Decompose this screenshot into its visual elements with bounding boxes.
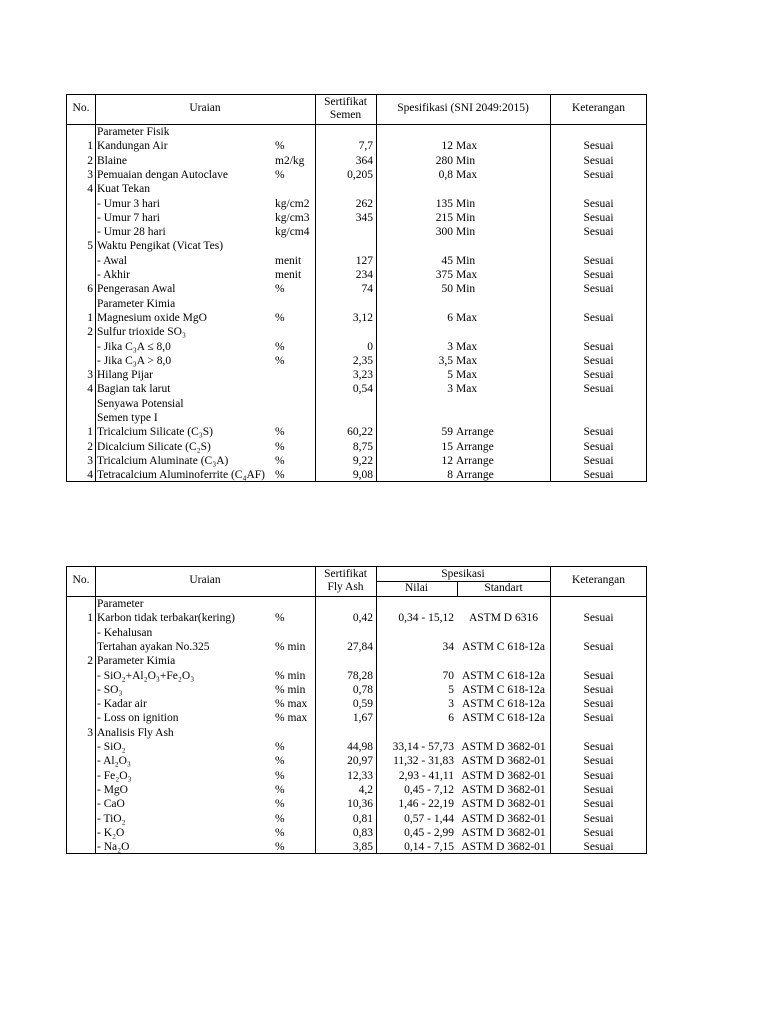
row-keterangan: Sesuai	[583, 354, 614, 367]
row-keterangan: Sesuai	[583, 741, 614, 753]
row-nilai: 0,45 - 7,12	[404, 783, 454, 796]
row-certificate-value: 234	[355, 269, 373, 281]
row-spec-value: 45	[441, 254, 453, 267]
col-divider	[95, 95, 96, 481]
row-unit: %	[275, 311, 285, 324]
row-unit: %	[275, 841, 285, 854]
row-number: 4	[87, 469, 93, 482]
row-standart: ASTM D 3682-01	[461, 812, 546, 825]
row-description: Hilang Pijar	[97, 369, 153, 382]
row-spec-limit: Arrange	[456, 469, 494, 482]
header-no: No.	[72, 102, 90, 114]
row-standart: ASTM D 3682-01	[461, 841, 546, 854]
row-keterangan: Sesuai	[583, 783, 614, 796]
row-nilai: 6	[448, 712, 454, 725]
row-keterangan: Sesuai	[583, 426, 614, 439]
row-description: Parameter Kimia	[97, 655, 176, 668]
row-unit: kg/cm3	[275, 211, 310, 224]
row-nilai: 2,93 - 41,11	[398, 769, 454, 782]
row-spec-value: 8	[447, 469, 453, 482]
row-description: Tetracalcium Aluminoferrite (C₄AF)	[97, 469, 265, 482]
row-spec-limit: Max	[456, 140, 478, 153]
row-keterangan: Sesuai	[583, 798, 614, 811]
row-description: Parameter Kimia	[97, 297, 176, 310]
row-unit: %	[275, 340, 285, 353]
row-standart: ASTM C 618-12a	[461, 712, 546, 725]
header-sertifikat-line1: Sertifikat	[324, 568, 367, 580]
row-unit: % min	[275, 640, 306, 653]
row-spec-limit: Max	[456, 340, 478, 353]
header-standart: Standart	[484, 582, 523, 594]
row-spec-value: 135	[435, 197, 453, 210]
header-uraian: Uraian	[189, 574, 221, 586]
col-divider	[315, 567, 316, 853]
row-spec-value: 50	[441, 283, 453, 296]
row-unit: %	[275, 826, 285, 839]
row-keterangan: Sesuai	[583, 612, 614, 625]
row-description: - Kehalusan	[97, 626, 153, 639]
header-divider	[67, 596, 646, 597]
row-description: - Umur 3 hari	[97, 197, 160, 210]
row-description: - Al₂O₃	[97, 755, 131, 768]
row-certificate-value: 0,54	[352, 383, 373, 396]
row-standart: ASTM D 3682-01	[461, 798, 546, 811]
row-nilai: 0,45 - 2,99	[404, 826, 454, 839]
row-number: 3	[87, 726, 93, 739]
row-keterangan: Sesuai	[583, 755, 614, 768]
row-certificate-value: 3,85	[352, 841, 373, 854]
row-certificate-value: 20,97	[347, 755, 373, 768]
row-spec-value: 3,5	[438, 354, 453, 367]
row-keterangan: Sesuai	[583, 154, 614, 167]
row-spec-limit: Max	[456, 168, 478, 181]
row-certificate-value: 0,81	[352, 812, 373, 825]
row-unit: %	[275, 454, 285, 467]
row-spec-value: 3	[447, 340, 453, 353]
row-nilai: 3	[448, 698, 454, 711]
row-description: - Umur 28 hari	[97, 226, 166, 239]
header-sertifikat-line2: Fly Ash	[327, 581, 364, 593]
row-description: Tertahan ayakan No.325	[97, 640, 210, 653]
row-number: 4	[87, 383, 93, 396]
row-keterangan: Sesuai	[583, 226, 614, 239]
row-number: 4	[87, 183, 93, 196]
row-spec-limit: Min	[456, 154, 476, 167]
row-standart: ASTM D 3682-01	[461, 826, 546, 839]
row-certificate-value: 127	[355, 254, 373, 267]
row-keterangan: Sesuai	[583, 311, 614, 324]
row-description: Waktu Pengikat (Vicat Tes)	[97, 240, 224, 253]
row-description: - Akhir	[97, 269, 130, 281]
row-spec-value: 0,8	[438, 168, 453, 181]
row-description: - Fe₂O₃	[97, 769, 132, 782]
row-keterangan: Sesuai	[583, 826, 614, 839]
row-unit: %	[275, 469, 285, 482]
row-nilai: 5	[448, 683, 454, 696]
row-keterangan: Sesuai	[583, 197, 614, 210]
row-certificate-value: 9,22	[352, 454, 373, 467]
row-description: - K₂O	[97, 826, 125, 839]
row-keterangan: Sesuai	[583, 254, 614, 267]
row-unit: kg/cm4	[275, 226, 310, 239]
row-keterangan: Sesuai	[583, 168, 614, 181]
row-description: - Kadar air	[97, 698, 147, 711]
row-description: - Awal	[97, 254, 127, 267]
row-certificate-value: 78,28	[347, 669, 373, 682]
col-divider	[95, 567, 96, 853]
row-nilai: 70	[442, 669, 454, 682]
row-spec-value: 3	[447, 383, 453, 396]
row-description: Semen type I	[97, 412, 158, 424]
row-unit: % max	[275, 712, 308, 725]
row-certificate-value: 0,205	[347, 168, 373, 181]
row-standart: ASTM D 3682-01	[461, 783, 546, 796]
row-description: - MgO	[97, 783, 128, 796]
row-description: Kuat Tekan	[97, 183, 150, 196]
row-number: 1	[87, 612, 93, 625]
row-spec-value: 12	[441, 140, 453, 153]
col-divider	[315, 95, 316, 481]
row-number: 1	[87, 140, 93, 153]
row-description: Blaine	[97, 154, 128, 167]
row-certificate-value: 7,7	[358, 140, 373, 153]
row-certificate-value: 0	[367, 340, 373, 353]
row-standart: ASTM C 618-12a	[461, 683, 546, 696]
row-unit: % min	[275, 683, 306, 696]
row-certificate-value: 3,12	[352, 311, 373, 324]
row-spec-limit: Max	[456, 354, 478, 367]
row-number: 2	[87, 154, 93, 167]
row-spec-limit: Min	[456, 197, 476, 210]
row-nilai: 33,14 - 57,73	[392, 741, 454, 753]
row-certificate-value: 0,83	[352, 826, 373, 839]
row-nilai: 11,32 - 31,83	[393, 755, 454, 768]
row-spec-limit: Min	[456, 283, 476, 296]
row-number: 1	[87, 311, 93, 324]
row-spec-value: 375	[435, 269, 453, 281]
row-spec-value: 59	[441, 426, 453, 439]
row-nilai: 34	[442, 640, 454, 653]
row-description: - Jika C₃A ≤ 8,0	[97, 340, 171, 353]
row-spec-value: 6	[447, 311, 453, 324]
row-standart: ASTM C 618-12a	[461, 669, 546, 682]
row-certificate-value: 364	[355, 154, 373, 167]
row-spec-limit: Min	[456, 226, 476, 239]
row-certificate-value: 10,36	[347, 798, 373, 811]
row-keterangan: Sesuai	[583, 269, 614, 281]
row-number: 1	[87, 426, 93, 439]
row-spec-value: 5	[447, 369, 453, 382]
row-description: Magnesium oxide MgO	[97, 311, 207, 324]
header-nilai: Nilai	[405, 582, 428, 594]
fly-ash-spec-table	[66, 566, 647, 854]
row-keterangan: Sesuai	[583, 640, 614, 653]
row-keterangan: Sesuai	[583, 340, 614, 353]
row-standart: ASTM D 3682-01	[461, 741, 546, 753]
row-certificate-value: 74	[361, 283, 373, 296]
row-unit: %	[275, 612, 285, 625]
row-unit: %	[275, 798, 285, 811]
row-standart: ASTM C 618-12a	[461, 698, 546, 711]
row-unit: %	[275, 812, 285, 825]
row-certificate-value: 12,33	[347, 769, 373, 782]
row-keterangan: Sesuai	[583, 769, 614, 782]
row-spec-limit: Max	[456, 369, 478, 382]
row-spec-value: 215	[435, 211, 453, 224]
row-description: Dicalcium Silicate (C₂S)	[97, 440, 211, 453]
row-description: - Jika C₃A > 8,0	[97, 354, 172, 367]
row-keterangan: Sesuai	[583, 440, 614, 453]
row-certificate-value: 345	[355, 211, 373, 224]
row-spec-limit: Arrange	[456, 440, 494, 453]
header-uraian: Uraian	[189, 102, 221, 114]
row-keterangan: Sesuai	[583, 283, 614, 296]
row-spec-limit: Arrange	[456, 454, 494, 467]
header-spesikasi: Spesikasi	[441, 568, 485, 580]
row-certificate-value: 4,2	[358, 783, 373, 796]
row-unit: %	[275, 283, 285, 296]
row-spec-limit: Min	[456, 254, 476, 267]
row-number: 3	[87, 369, 93, 382]
row-nilai: 0,34 - 15,12	[398, 612, 454, 625]
row-description: Sulfur trioxide SO₃	[97, 326, 186, 339]
row-number: 5	[87, 240, 93, 253]
row-certificate-value: 8,75	[352, 440, 373, 453]
row-description: Tricalcium Aluminate (C₃A)	[97, 454, 229, 467]
header-keterangan: Keterangan	[572, 102, 625, 114]
row-number: 2	[87, 440, 93, 453]
row-unit: %	[275, 741, 285, 753]
row-certificate-value: 1,67	[352, 712, 373, 725]
row-unit: menit	[275, 254, 302, 267]
row-keterangan: Sesuai	[583, 211, 614, 224]
row-unit: %	[275, 783, 285, 796]
row-unit: %	[275, 426, 285, 439]
row-description: Kandungan Air	[97, 140, 168, 153]
row-description: Bagian tak larut	[97, 383, 171, 396]
row-description: - SiO₂+Al₂O₃+Fe₂O₃	[97, 669, 195, 682]
row-description: - Umur 7 hari	[97, 211, 160, 224]
header-no: No.	[72, 574, 90, 586]
row-number: 2	[87, 655, 93, 668]
row-certificate-value: 27,84	[347, 640, 373, 653]
row-unit: %	[275, 168, 285, 181]
row-description: - SO₃	[97, 683, 123, 696]
row-spec-value: 280	[435, 154, 453, 167]
row-standart: ASTM D 6316	[468, 612, 538, 625]
row-number: 6	[87, 283, 93, 296]
row-description: - CaO	[97, 798, 125, 811]
row-keterangan: Sesuai	[583, 469, 614, 482]
row-certificate-value: 60,22	[347, 426, 373, 439]
header-sertifikat-line2: Semen	[329, 109, 362, 121]
row-keterangan: Sesuai	[583, 369, 614, 382]
row-standart: ASTM D 3682-01	[461, 769, 546, 782]
row-nilai: 0,57 - 1,44	[404, 812, 454, 825]
header-sertifikat-line1: Sertifikat	[324, 96, 367, 108]
row-description: Parameter	[97, 598, 144, 610]
row-certificate-value: 0,59	[352, 698, 373, 711]
row-description: Karbon tidak terbakar(kering)	[97, 612, 235, 625]
row-spec-limit: Arrange	[456, 426, 494, 439]
row-spec-limit: Max	[456, 269, 478, 281]
row-nilai: 1,46 - 22,19	[398, 798, 454, 811]
row-spec-value: 300	[435, 226, 453, 239]
header-spesifikasi: Spesifikasi (SNI 2049:2015)	[397, 102, 529, 114]
row-certificate-value: 2,35	[352, 354, 373, 367]
row-unit: %	[275, 440, 285, 453]
row-unit: % min	[275, 669, 306, 682]
row-keterangan: Sesuai	[583, 383, 614, 396]
row-keterangan: Sesuai	[583, 454, 614, 467]
row-description: Senyawa Potensial	[97, 397, 184, 410]
row-unit: m2/kg	[275, 154, 305, 167]
row-keterangan: Sesuai	[583, 712, 614, 725]
row-certificate-value: 3,23	[352, 369, 373, 382]
row-description: Pemuaian dengan Autoclave	[97, 168, 228, 181]
row-certificate-value: 0,78	[352, 683, 373, 696]
row-number: 3	[87, 454, 93, 467]
row-keterangan: Sesuai	[583, 669, 614, 682]
row-unit: %	[275, 354, 285, 367]
row-unit: menit	[275, 269, 302, 281]
row-description: Parameter Fisik	[97, 126, 170, 138]
row-nilai: 0,14 - 7,15	[404, 841, 454, 854]
row-standart: ASTM D 3682-01	[461, 755, 546, 768]
row-unit: % max	[275, 698, 308, 711]
row-certificate-value: 0,42	[352, 612, 373, 625]
row-spec-value: 12	[441, 454, 453, 467]
row-description: - SiO₂	[97, 741, 126, 753]
row-spec-limit: Min	[456, 211, 476, 224]
row-certificate-value: 262	[355, 197, 373, 210]
row-certificate-value: 9,08	[352, 469, 373, 482]
row-keterangan: Sesuai	[583, 841, 614, 854]
row-keterangan: Sesuai	[583, 812, 614, 825]
row-unit: %	[275, 140, 285, 153]
row-certificate-value: 44,98	[347, 741, 373, 753]
header-keterangan: Keterangan	[572, 574, 625, 586]
row-unit: %	[275, 769, 285, 782]
row-description: - TiO₂	[97, 812, 126, 825]
row-keterangan: Sesuai	[583, 140, 614, 153]
row-description: - Loss on ignition	[97, 712, 179, 725]
row-unit: kg/cm2	[275, 197, 310, 210]
row-keterangan: Sesuai	[583, 698, 614, 711]
row-number: 2	[87, 326, 93, 339]
row-spec-limit: Max	[456, 383, 478, 396]
row-description: - Na₂O	[97, 841, 130, 854]
row-standart: ASTM C 618-12a	[461, 640, 546, 653]
row-spec-value: 15	[441, 440, 453, 453]
row-keterangan: Sesuai	[583, 683, 614, 696]
row-number: 3	[87, 168, 93, 181]
row-description: Pengerasan Awal	[97, 283, 176, 296]
row-unit: %	[275, 755, 285, 768]
row-description: Analisis Fly Ash	[97, 726, 174, 739]
row-spec-limit: Max	[456, 311, 478, 324]
cement-spec-table	[66, 94, 647, 482]
row-description: Tricalcium Silicate (C₃S)	[97, 426, 214, 439]
